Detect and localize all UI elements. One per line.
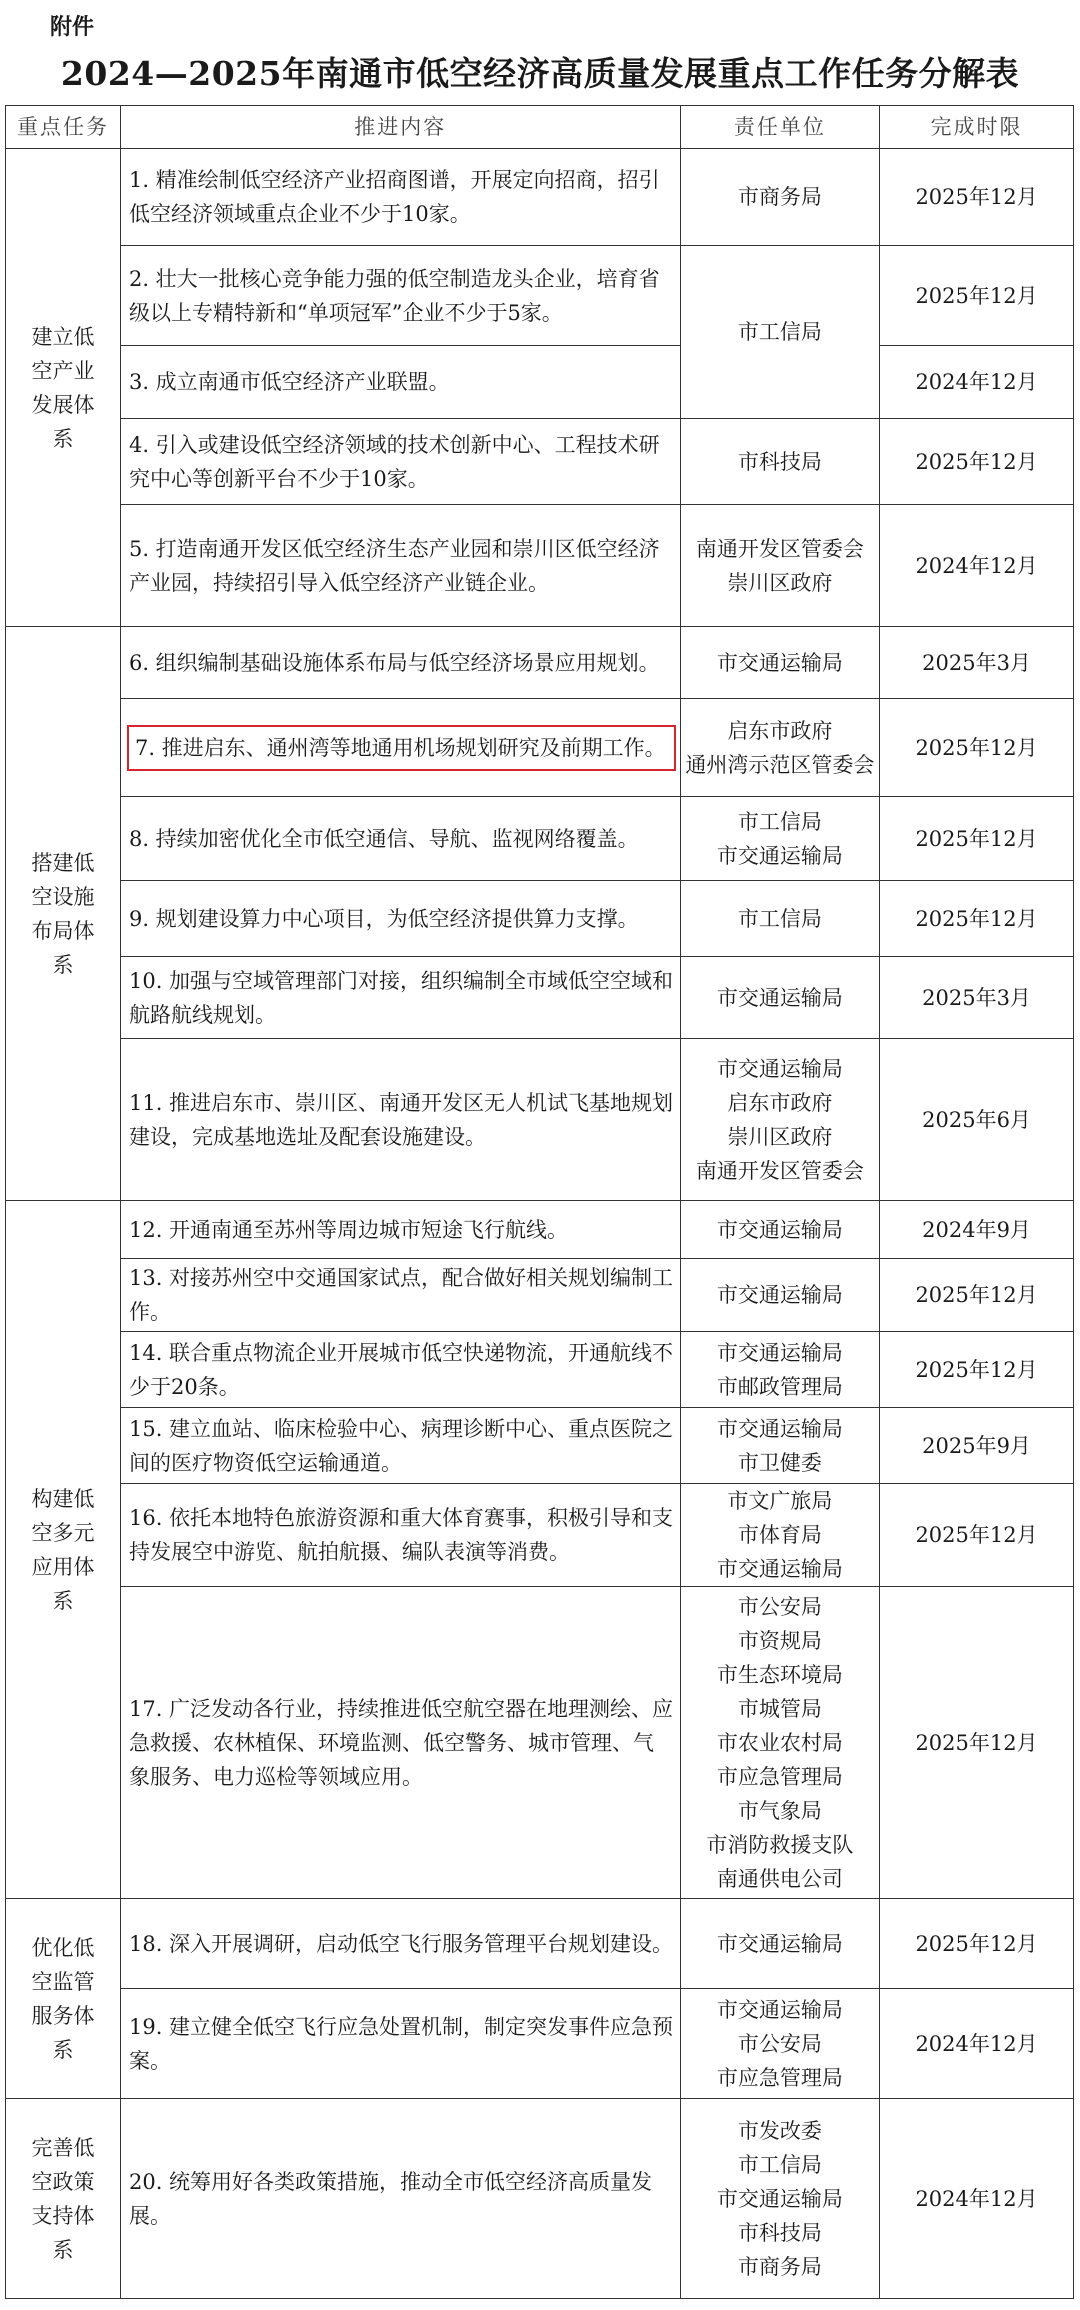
unit-cell <box>680 957 879 1039</box>
table-row <box>6 699 1074 797</box>
deadline-cell: 2025年3月 <box>880 957 1074 1039</box>
deadline-cell: 2025年3月 <box>880 627 1074 699</box>
table-row <box>6 627 1074 699</box>
table-row <box>6 1989 1074 2099</box>
unit-name: 市商务局 <box>737 185 822 209</box>
deadline-cell: 2025年12月 <box>880 1259 1074 1332</box>
header-content: 推进内容 <box>120 106 680 149</box>
deadline-cell: 2024年9月 <box>880 1201 1074 1259</box>
unit-cell <box>680 1259 879 1332</box>
unit-cell <box>680 699 879 797</box>
unit-name: 通州湾示范区管委会 <box>685 752 875 777</box>
header-category: 重点任务 <box>6 106 121 149</box>
unit-cell <box>680 797 879 881</box>
task-cell: 12. 开通南通至苏州等周边城市短途飞行航线。 <box>120 1201 680 1259</box>
unit-name: 市工信局 <box>737 906 822 931</box>
deadline-cell: 2025年12月 <box>880 881 1074 957</box>
table-row <box>6 797 1074 881</box>
task-table <box>5 105 1074 2299</box>
unit-cell <box>680 627 879 699</box>
task-cell: 16. 依托本地特色旅游资源和重大体育赛事，积极引导和支持发展空中游览、航拍航摄、编队表演等消费。 <box>120 1484 680 1587</box>
unit-name: 南通开发区管委会 <box>695 1158 864 1183</box>
unit-cell <box>680 1899 879 1989</box>
table-row <box>6 1408 1074 1484</box>
task-cell: 1. 精准绘制低空经济产业招商图谱，开展定向招商，招引低空经济领域重点企业不少于10家。 <box>120 149 680 246</box>
unit-name: 南通供电公司 <box>716 1866 843 1891</box>
header-unit: 责任单位 <box>680 106 879 149</box>
task-cell <box>120 699 680 797</box>
unit-name: 市交通运输局 <box>716 843 843 868</box>
table-row <box>6 957 1074 1039</box>
unit-name: 崇川区政府 <box>727 1124 833 1149</box>
unit-name: 市体育局 <box>737 1523 822 1547</box>
unit-name: 市交通运输局 <box>716 1340 843 1365</box>
unit-name: 市科技局 <box>737 2220 822 2245</box>
unit-cell <box>680 419 879 505</box>
unit-name: 市交通运输局 <box>716 985 843 1010</box>
unit-name: 市工信局 <box>737 2152 822 2177</box>
unit-cell <box>680 246 879 419</box>
unit-name: 市文广旅局 <box>727 1489 833 1513</box>
category-cell: 建立低空产业发展体系 <box>6 149 121 627</box>
unit-name: 市应急管理局 <box>716 1764 843 1789</box>
task-cell: 10. 加强与空域管理部门对接，组织编制全市域低空空域和航路航线规划。 <box>120 957 680 1039</box>
table-row <box>6 1899 1074 1989</box>
unit-name: 市生态环境局 <box>716 1662 843 1687</box>
unit-name: 市交通运输局 <box>716 1217 843 1242</box>
unit-name: 市交通运输局 <box>716 1997 843 2022</box>
task-cell: 8. 持续加密优化全市低空通信、导航、监视网络覆盖。 <box>120 797 680 881</box>
unit-name: 市交通运输局 <box>716 1283 843 1307</box>
task-cell: 4. 引入或建设低空经济领域的技术创新中心、工程技术研究中心等创新平台不少于10家。 <box>120 419 680 505</box>
unit-name: 市交通运输局 <box>716 2186 843 2211</box>
task-cell: 9. 规划建设算力中心项目，为低空经济提供算力支撑。 <box>120 881 680 957</box>
unit-name: 市科技局 <box>737 449 822 474</box>
deadline-cell: 2025年12月 <box>880 419 1074 505</box>
task-cell: 19. 建立健全低空飞行应急处置机制，制定突发事件应急预案。 <box>120 1989 680 2099</box>
unit-cell <box>680 1408 879 1484</box>
unit-cell <box>680 1039 879 1201</box>
document-title: 2024—2025年南通市低空经济高质量发展重点工作任务分解表 <box>60 54 1020 93</box>
task-cell: 18. 深入开展调研，启动低空飞行服务管理平台规划建设。 <box>120 1899 680 1989</box>
table-row <box>6 1259 1074 1332</box>
table-row <box>6 1587 1074 1899</box>
highlight-box: 7. 推进启东、通州湾等地通用机场规划研究及前期工作。 <box>127 725 676 771</box>
unit-cell <box>680 1587 879 1899</box>
unit-name: 市公安局 <box>737 2031 822 2056</box>
unit-name: 崇川区政府 <box>727 570 833 595</box>
unit-name: 市发改委 <box>737 2118 822 2143</box>
unit-cell <box>680 1332 879 1408</box>
deadline-cell: 2025年12月 <box>880 1899 1074 1989</box>
deadline-cell: 2025年9月 <box>880 1408 1074 1484</box>
unit-name: 市消防救援支队 <box>706 1832 854 1857</box>
task-cell: 11. 推进启东市、崇川区、南通开发区无人机试飞基地规划建设，完成基地选址及配套设施建设。 <box>120 1039 680 1201</box>
table-row <box>6 246 1074 346</box>
table-row <box>6 505 1074 627</box>
deadline-cell: 2024年12月 <box>880 505 1074 627</box>
unit-name: 市城管局 <box>737 1696 822 1721</box>
task-cell: 5. 打造南通开发区低空经济生态产业园和崇川区低空经济产业园，持续招引导入低空经济产业链企业。 <box>120 505 680 627</box>
unit-name: 市工信局 <box>737 320 822 344</box>
deadline-cell: 2025年6月 <box>880 1039 1074 1201</box>
table-row <box>6 1484 1074 1587</box>
task-cell: 14. 联合重点物流企业开展城市低空快递物流，开通航线不少于20条。 <box>120 1332 680 1408</box>
unit-name: 启东市政府 <box>727 718 833 743</box>
category-cell: 完善低空政策支持体系 <box>6 2099 121 2299</box>
table-row <box>6 149 1074 246</box>
deadline-cell: 2025年12月 <box>880 699 1074 797</box>
table-row <box>6 1332 1074 1408</box>
table-row <box>6 1201 1074 1259</box>
unit-name: 市交通运输局 <box>716 1557 843 1581</box>
table-row <box>6 346 1074 419</box>
task-cell: 6. 组织编制基础设施体系布局与低空经济场景应用规划。 <box>120 627 680 699</box>
task-cell: 20. 统筹用好各类政策措施，推动全市低空经济高质量发展。 <box>120 2099 680 2299</box>
table-row <box>6 881 1074 957</box>
attachment-label: 附件 <box>50 15 95 40</box>
unit-name: 市应急管理局 <box>716 2065 843 2090</box>
unit-cell <box>680 1484 879 1587</box>
unit-name: 市交通运输局 <box>716 650 843 675</box>
header-deadline: 完成时限 <box>880 106 1074 149</box>
table-header-row <box>6 106 1074 149</box>
task-cell: 2. 壮大一批核心竞争能力强的低空制造龙头企业，培育省级以上专精特新和“单项冠军”企业不少于5家。 <box>120 246 680 346</box>
unit-name: 市工信局 <box>737 809 822 834</box>
task-cell: 13. 对接苏州空中交通国家试点，配合做好相关规划编制工作。 <box>120 1259 680 1332</box>
unit-name: 启东市政府 <box>727 1090 833 1115</box>
category-cell: 构建低空多元应用体系 <box>6 1201 121 1899</box>
unit-name: 市卫健委 <box>737 1450 822 1475</box>
unit-cell <box>680 1201 879 1259</box>
deadline-cell: 2025年12月 <box>880 1484 1074 1587</box>
unit-cell <box>680 1989 879 2099</box>
deadline-cell: 2024年12月 <box>880 346 1074 419</box>
category-cell: 优化低空监管服务体系 <box>6 1899 121 2099</box>
unit-name: 市农业农村局 <box>716 1730 843 1755</box>
deadline-cell: 2025年12月 <box>880 1587 1074 1899</box>
unit-cell <box>680 2099 879 2299</box>
task-cell: 15. 建立血站、临床检验中心、病理诊断中心、重点医院之间的医疗物资低空运输通道。 <box>120 1408 680 1484</box>
unit-name: 南通开发区管委会 <box>695 536 864 561</box>
deadline-cell: 2025年12月 <box>880 149 1074 246</box>
category-cell: 搭建低空设施布局体系 <box>6 627 121 1201</box>
table-row <box>6 419 1074 505</box>
task-cell: 3. 成立南通市低空经济产业联盟。 <box>120 346 680 419</box>
task-cell: 17. 广泛发动各行业，持续推进低空航空器在地理测绘、应急救援、农林植保、环境监测、低空警务、城市管理、气象服务、电力巡检等领域应用。 <box>120 1587 680 1899</box>
unit-name: 市交通运输局 <box>716 1056 843 1081</box>
table-row <box>6 1039 1074 1201</box>
unit-name: 市商务局 <box>737 2254 822 2279</box>
unit-name: 市交通运输局 <box>716 1416 843 1441</box>
deadline-cell: 2024年12月 <box>880 1989 1074 2099</box>
unit-cell <box>680 881 879 957</box>
unit-name: 市资规局 <box>737 1628 822 1653</box>
unit-name: 市公安局 <box>737 1594 822 1619</box>
deadline-cell: 2025年12月 <box>880 797 1074 881</box>
deadline-cell: 2025年12月 <box>880 246 1074 346</box>
unit-cell <box>680 505 879 627</box>
deadline-cell: 2025年12月 <box>880 1332 1074 1408</box>
unit-name: 市邮政管理局 <box>716 1374 843 1399</box>
deadline-cell: 2024年12月 <box>880 2099 1074 2299</box>
table-row <box>6 2099 1074 2299</box>
unit-name: 市气象局 <box>737 1798 822 1823</box>
unit-cell <box>680 149 879 246</box>
unit-name: 市交通运输局 <box>716 1931 843 1956</box>
